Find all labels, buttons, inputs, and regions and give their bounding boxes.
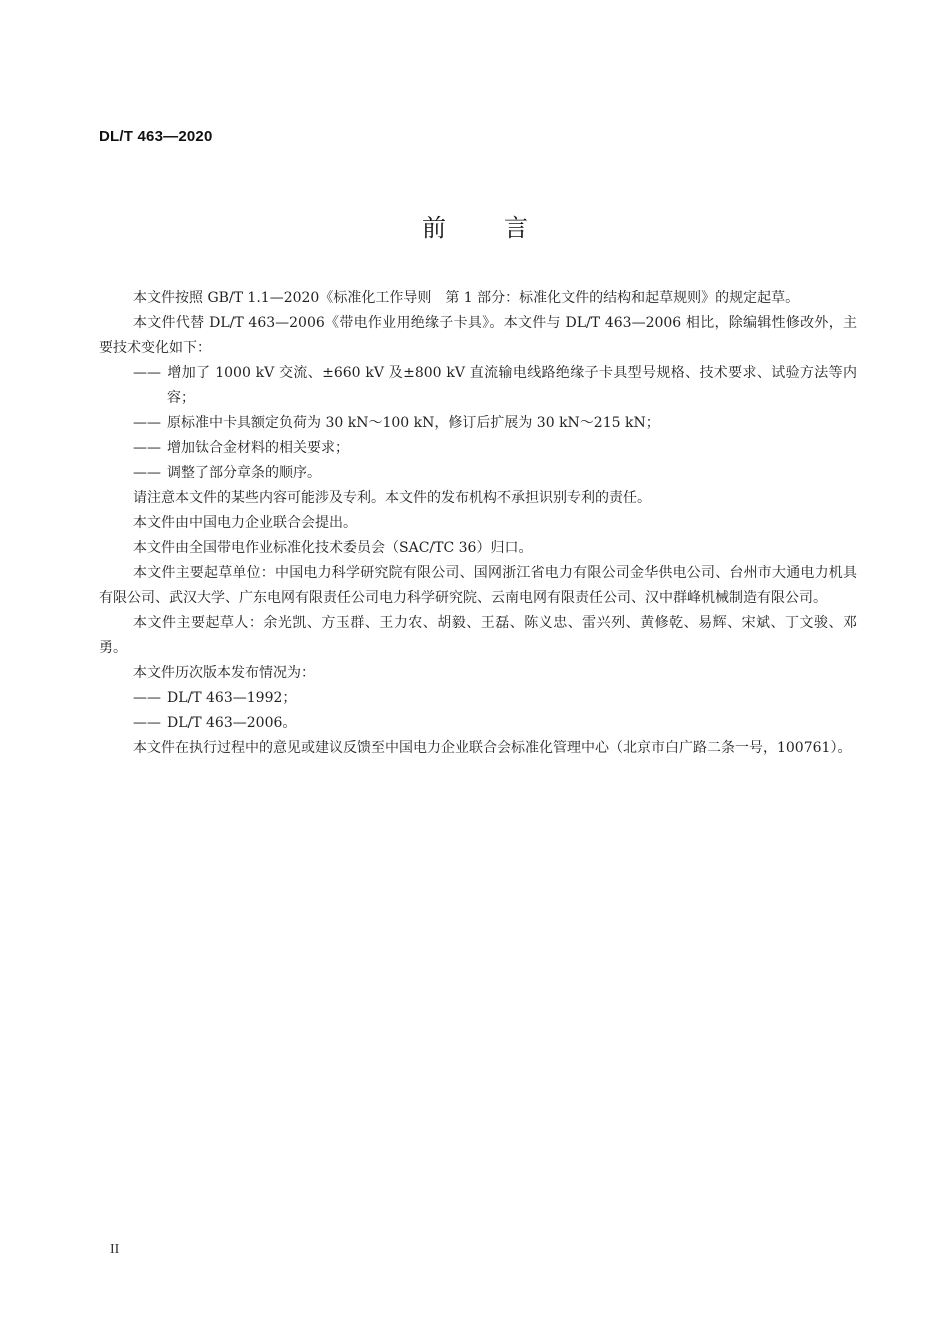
list-item: —— DL/T 463—1992； (99, 686, 857, 711)
paragraph-version-history: 本文件历次版本发布情况为： (133, 665, 315, 681)
paragraph-committee: 本文件由全国带电作业标准化技术委员会（SAC/TC 36）归口。 (133, 540, 533, 556)
paragraph-proposer: 本文件由中国电力企业联合会提出。 (133, 515, 357, 531)
paragraph-drafting-units: 本文件主要起草单位：中国电力科学研究院有限公司、国网浙江省电力有限公司金华供电公司、台州市大通电力机具有限公司、武汉大学、广东电网有限责任公司电力科学研究院、云南电网有限责任公司、汉中群峰机械制造有限公司。 (99, 565, 857, 606)
list-item: —— DL/T 463—2006。 (99, 711, 857, 736)
dash-marker: —— (133, 465, 161, 481)
page-title: 前言 (422, 214, 586, 242)
page-number: II (110, 1242, 120, 1257)
standard-code: DL/T 463—2020 (99, 128, 213, 145)
paragraph-replacement: 本文件代替 DL/T 463—2006《带电作业用绝缘子卡具》。本文件与 DL/T 463—2006 相比，除编辑性修改外，主要技术变化如下： (99, 315, 857, 356)
paragraph-drafting-basis: 本文件按照 GB/T 1.1—2020《标准化工作导则 第 1 部分：标准化文件的结构和起草规则》的规定起草。 (133, 290, 800, 306)
dash-marker: —— (133, 365, 161, 381)
list-item: —— 增加了 1000 kV 交流、±660 kV 及±800 kV 直流输电线路绝缘子卡具型号规格、技术要求、试验方法等内容； (99, 361, 857, 411)
preface-body (99, 286, 857, 761)
paragraph-feedback: 本文件在执行过程中的意见或建议反馈至中国电力企业联合会标准化管理中心（北京市白广路二条一号，100761）。 (133, 740, 852, 756)
paragraph-drafters: 本文件主要起草人：余光凯、方玉群、王力农、胡毅、王磊、陈义忠、雷兴列、黄修乾、易辉、宋斌、丁文骏、邓勇。 (99, 615, 857, 656)
dash-marker: —— (133, 415, 161, 431)
list-item: —— 原标准中卡具额定负荷为 30 kN～100 kN，修订后扩展为 30 kN～215 kN； (99, 411, 857, 436)
list-item: —— 增加钛合金材料的相关要求； (99, 436, 857, 461)
dash-marker: —— (133, 715, 161, 731)
paragraph-patent-notice: 请注意本文件的某些内容可能涉及专利。本文件的发布机构不承担识别专利的责任。 (133, 490, 651, 506)
dash-marker: —— (133, 690, 161, 706)
dash-marker: —— (133, 440, 161, 456)
list-item: —— 调整了部分章条的顺序。 (99, 461, 857, 486)
